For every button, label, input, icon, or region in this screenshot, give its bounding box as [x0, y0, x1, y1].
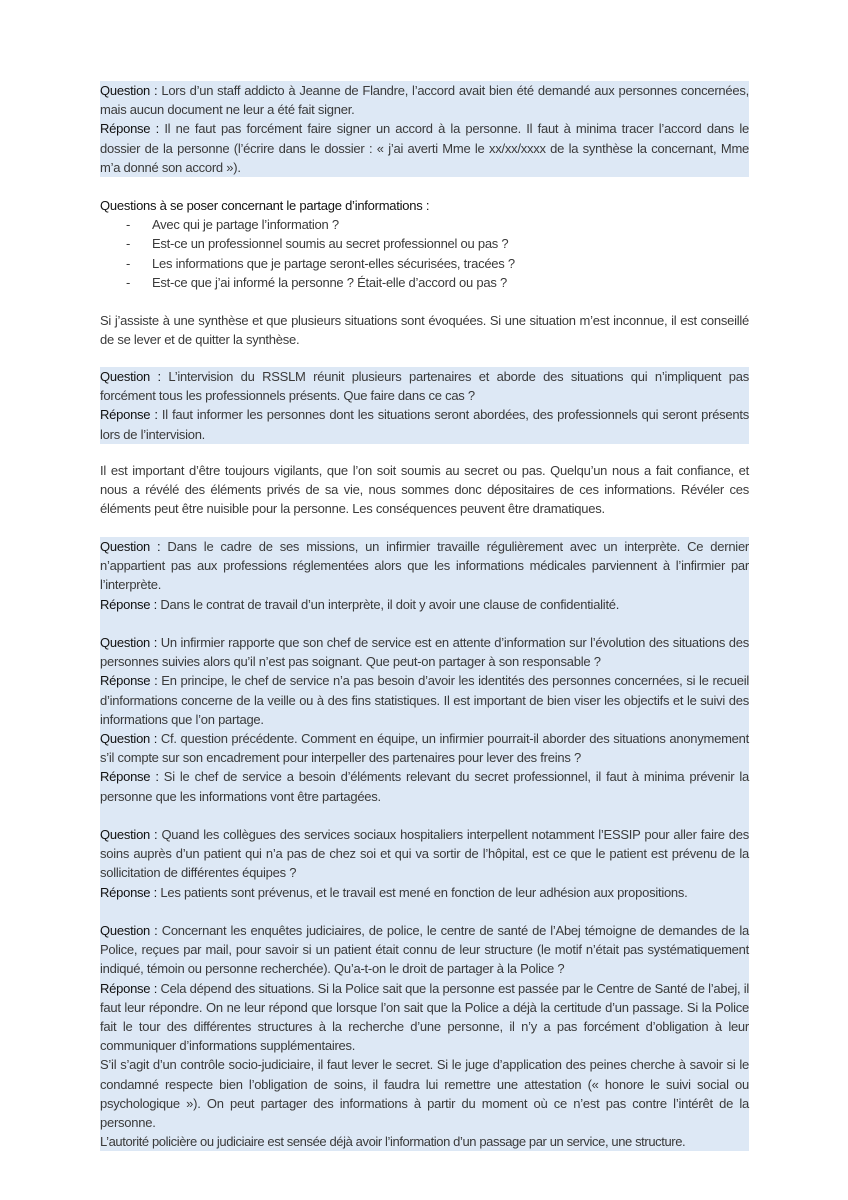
answer-continued: L’autorité policière ou judiciaire est sensée déjà avoir l’information d’un passage par un service, une structure. [100, 1134, 686, 1150]
answer: Réponse : Il ne faut pas forcément faire signer un accord à la personne. Il faut à minima tracer l’accord dans le dossier de la personne (l’écrire dans le dossier : « j’ai averti Mme le xx/xx/xxxx de la synthèse la concernant, Mme m’a donné son accord »). [100, 121, 749, 175]
list-item: - Est-ce que j’ai informé la personne ? Était-elle d’accord ou pas ? [126, 274, 507, 290]
answer: Réponse : Les patients sont prévenus, et le travail est mené en fonction de leur adhésion aux propositions. [100, 884, 688, 900]
answer-label: Réponse : [100, 673, 158, 689]
list-item: - Est-ce un professionnel soumis au secret professionnel ou pas ? [126, 236, 509, 252]
question-label: Question : [100, 539, 161, 554]
answer: Réponse : Si le chef de service a besoin d’éléments relevant du secret professionnel, il faut à minima prévenir la personne que les informations vont être partagées. [100, 769, 749, 804]
question: Question : Cf. question précédente. Comment en équipe, un infirmier pourrait-il aborder des situations anonymement s’il compte sur son encadrement pour interpeller des partenaires pour lever des freins ? [100, 731, 749, 766]
question: Question : L’intervision du RSSLM réunit plusieurs partenaires et aborde des situations qui n’impliquent pas forcément tous les professionnels présents. Que faire dans ce cas ? [100, 369, 750, 404]
qa-block-3 [100, 537, 749, 1151]
answer: Réponse : Il faut informer les personnes dont les situations seront abordées, des professionnels qui seront présents lors de l’intervision. [100, 407, 749, 442]
answer-label: Réponse : [100, 407, 158, 423]
paragraph-2: Il est important d’être toujours vigilants, que l’on soit soumis au secret ou pas. Quelqu’un nous a fait confiance, et nous a révélé des éléments privés de sa vie, nous sommes donc dépositaires de ces informations. Révéler ces éléments peut être nuisible pour la personne. Les conséquences peuvent être dramatiques. [100, 463, 749, 517]
question: Question : Un infirmier rapporte que son chef de service est en attente d’information sur l’évolution des situations des personnes suivies alors qu’il n’est pas soignant. Que peut-on partager à son responsable ? [100, 635, 749, 670]
questions-section [100, 196, 749, 292]
question: Question : Quand les collègues des services sociaux hospitaliers interpellent notamment l’ESSIP pour aller faire des soins auprès d’un patient qui n’a pas de chez soi et qui va sortir de l’hôpital, est ce que le patient est prévenu de la sollicitation de différentes équipes ? [100, 827, 749, 881]
questions-list [100, 215, 749, 292]
question-label: Question : [100, 923, 158, 939]
answer-label: Réponse : [100, 121, 159, 137]
qa-block-2 [100, 367, 749, 444]
question-label: Question : [100, 635, 158, 650]
question-label: Question : [100, 827, 158, 843]
question: Question : Concernant les enquêtes judiciaires, de police, le centre de santé de l’Abej témoigne de demandes de la Police, reçues par mail, pour savoir si un patient était connu de leur structure (le motif n’était pas systématiquement indiqué, témoin ou personne recherchée). Qu’a-t-on le droit de partager à la Police ? [100, 923, 749, 977]
question: Question : Lors d’un staff addicto à Jeanne de Flandre, l’accord avait bien été demandé aux personnes concernées, mais aucun document ne leur a été fait signer. [100, 83, 749, 118]
question-label: Question : [100, 83, 158, 98]
list-item: - Avec qui je partage l’information ? [126, 217, 339, 233]
answer: Réponse : Dans le contrat de travail d’un interprète, il doit y avoir une clause de confidentialité. [100, 596, 620, 612]
answer: Réponse : Cela dépend des situations. Si la Police sait que la personne est passée par le Centre de Santé de l’abej, il faut leur répondre. On ne leur répond que lorsque l’on sait que la Police a déjà la certitude d’un passage. Si la Police fait le tour des différentes structures à la recherche d’une personne, il n’y a pas forcément d’obligation à leur communiquer d’informations supplémentaires. [100, 980, 749, 1054]
question-label: Question : [100, 369, 161, 384]
paragraph-1: Si j’assiste à une synthèse et que plusieurs situations sont évoquées. Si une situation m’est inconnue, il est conseillé de se lever et de quitter la synthèse. [100, 313, 749, 348]
answer: Réponse : En principe, le chef de service n’a pas besoin d’avoir les identités des personnes concernées, si le recueil d’informations concerne de la veille ou à des fins statistiques. Il est important de bien viser les objectifs et le suivi des informations que l’on partage. [100, 673, 749, 727]
answer-continued: S’il s’agit d’un contrôle socio-judiciaire, il faut lever le secret. Si le juge d’application des peines cherche à savoir si le condamné respecte bien l’obligation de soins, il faudra lui remettre une attestation (« honore le suivi social ou psychologique »). On peut partager des informations à partir du moment où ce n’est pas contre l’intérêt de la personne. [100, 1057, 749, 1131]
answer-label: Réponse : [100, 596, 158, 612]
answer-label: Réponse : [100, 769, 159, 785]
question-label: Question : [100, 731, 158, 747]
answer-label: Réponse : [100, 884, 158, 900]
question: Question : Dans le cadre de ses missions, un infirmier travaille régulièrement avec un interprète. Ce dernier n’appartient pas aux professions réglementées alors que les informations médicales parviennent à l’infirmier par l’interprète. [100, 539, 750, 593]
section-heading: Questions à se poser concernant le partage d’informations : [100, 198, 430, 213]
list-item: - Les informations que je partage seront-elles sécurisées, tracées ? [126, 255, 515, 271]
answer-label: Réponse : [100, 980, 158, 996]
qa-block-1 [100, 81, 749, 177]
